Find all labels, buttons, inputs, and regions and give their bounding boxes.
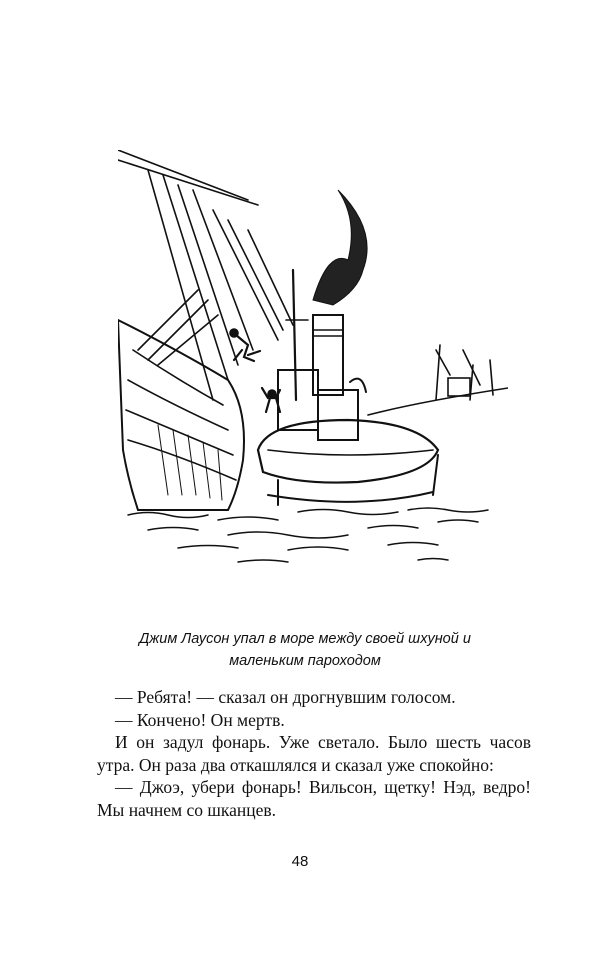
body-text (97, 686, 531, 821)
paragraph: И он задул фонарь. Уже светало. Было шесть часов утра. Он раза два откашлялся и сказал уже спокойно: (97, 732, 531, 775)
paragraph: — Кончено! Он мертв. (115, 709, 285, 730)
caption-line-2: маленьким пароходом (229, 653, 381, 669)
harbor-illustration (118, 150, 508, 580)
page-number: 48 (291, 853, 309, 870)
paragraph: — Ребята! — сказал он дрогнувшим голосом. (115, 687, 456, 707)
caption-line-1: Джим Лаусон упал в море между своей шхуной и (139, 631, 471, 647)
paragraph: — Джоэ, убери фонарь! Вильсон, щетку! Нэд, ведро! Мы начнем со шканцев. (97, 777, 531, 820)
illustration (118, 150, 508, 580)
illustration-caption (60, 628, 550, 672)
